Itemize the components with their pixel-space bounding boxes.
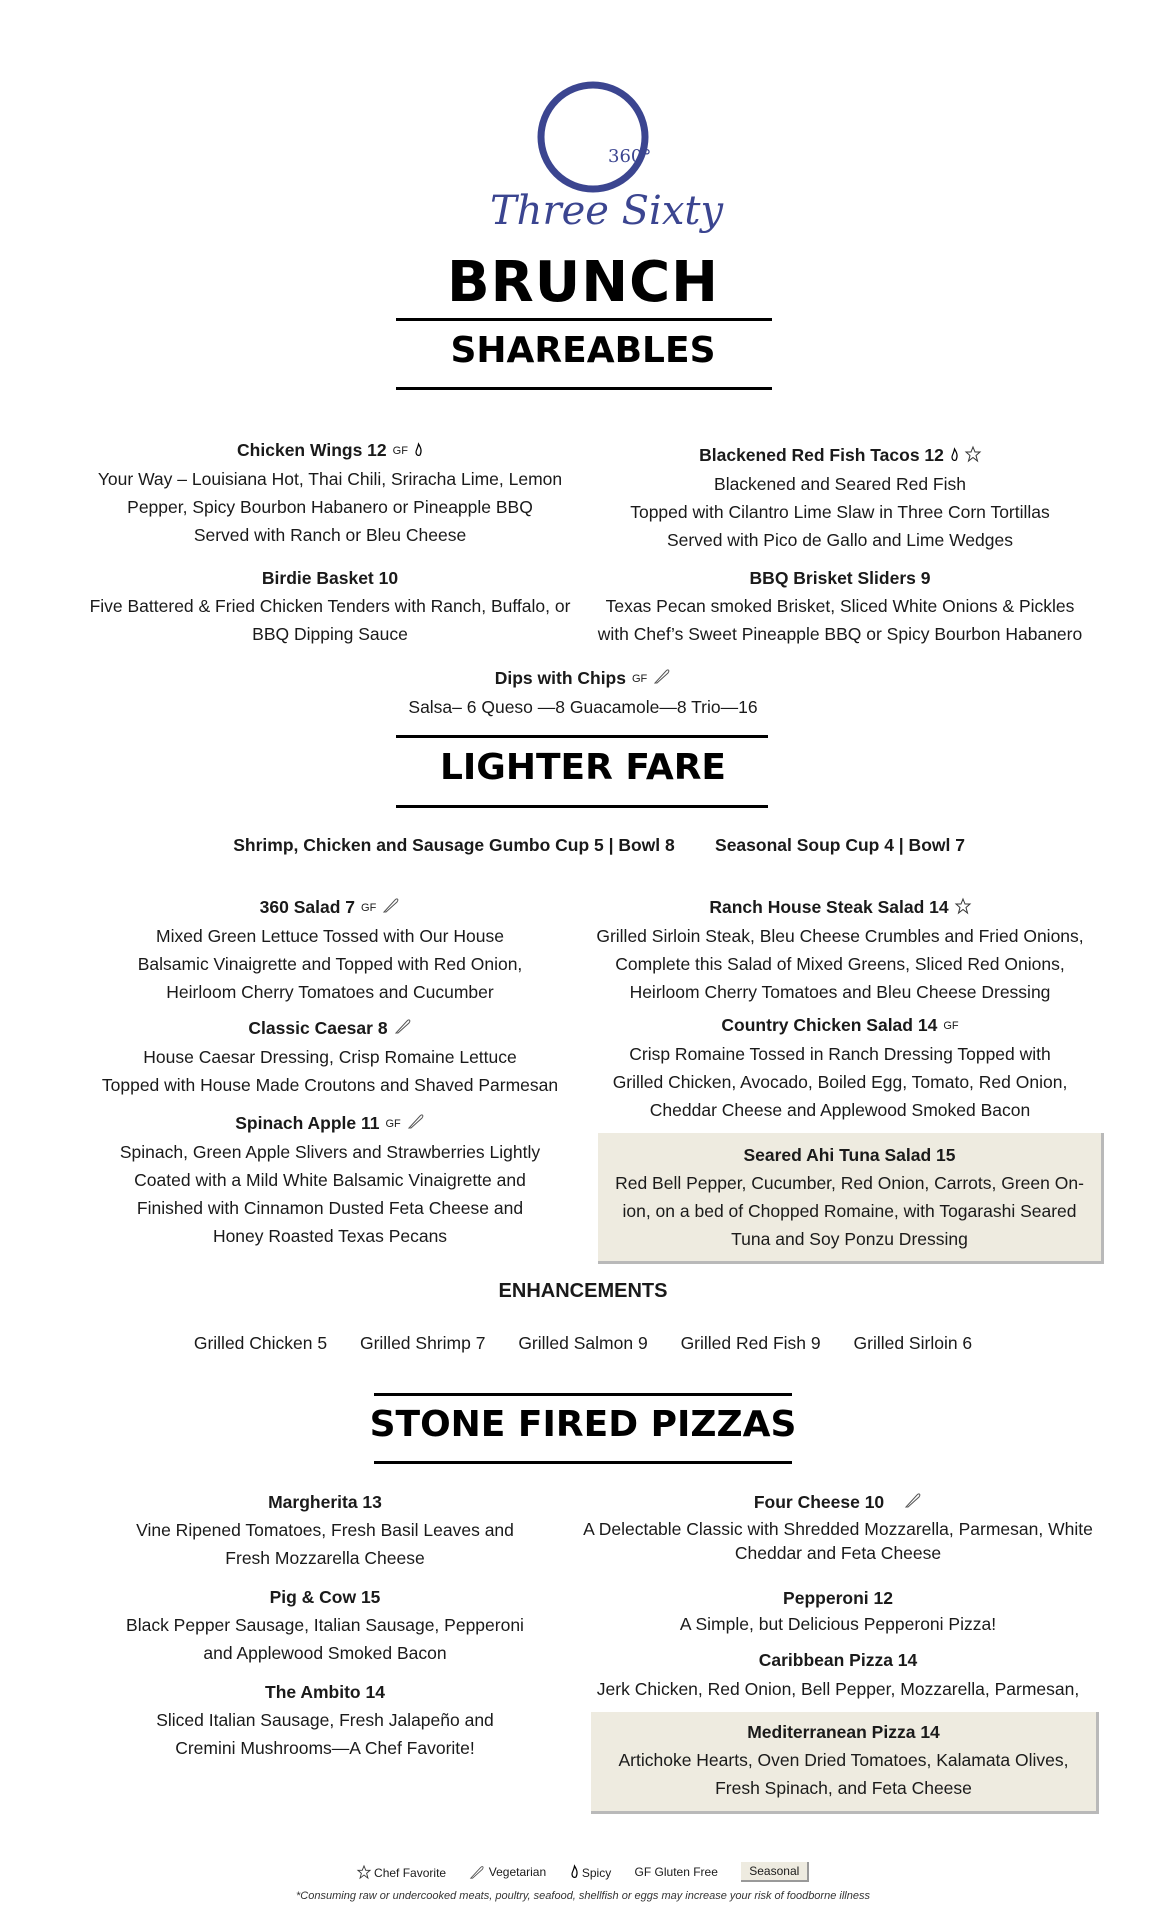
item-name: Four Cheese 10 (753, 1492, 885, 1512)
item-desc-line: Cheddar Cheese and Applewood Smoked Bacon (649, 1100, 1031, 1121)
item-desc-line: and Applewood Smoked Bacon (203, 1643, 447, 1663)
item-desc-line: Texas Pecan smoked Brisket, Sliced White Onions & Pickles (605, 596, 1075, 616)
item-desc-line: Coated with a Mild White Balsamic Vinaigrette and (134, 1170, 526, 1191)
item-name: Dips with Chips (494, 668, 626, 688)
divider (374, 1393, 792, 1396)
star-icon (357, 1865, 371, 1879)
gf-tag: GF (385, 1118, 401, 1131)
gf-tag: GF (392, 445, 408, 458)
menu-item-margherita (75, 1488, 575, 1572)
enhancement-item: Grilled Chicken 5 (193, 1333, 328, 1353)
chef-favorite-star-icon (955, 894, 971, 922)
enhancements-list (0, 1333, 1166, 1354)
gf-tag: GF (943, 1020, 959, 1033)
item-desc-line: Blackened and Seared Red Fish (714, 474, 966, 495)
item-name: Spinach Apple 11 (235, 1113, 380, 1133)
item-desc-line: Heirloom Cherry Tomatoes and Cucumber (166, 982, 494, 1003)
item-desc-line: Five Battered & Fried Chicken Tenders with Ranch, Buffalo, or (89, 596, 571, 616)
item-desc-line: Fresh Spinach, and Feta Cheese (715, 1778, 972, 1798)
item-desc-line: Cremini Mushrooms—A Chef Favorite! (175, 1738, 475, 1758)
legend-spicy: Spicy (570, 1865, 612, 1879)
item-name: Birdie Basket 10 (261, 568, 399, 588)
three-sixty-logo (480, 72, 724, 252)
spicy-icon (950, 442, 959, 470)
legend-chef-favorite: Chef Favorite (357, 1865, 446, 1879)
spicy-icon (414, 437, 423, 465)
menu-item-country-chicken-salad (590, 1011, 1090, 1124)
footnote: *Consuming raw or undercooked meats, poultry, seafood, shellfish or eggs may increase your risk of foodborne illness (296, 1890, 870, 1902)
legend-gluten-free: GF Gluten Free (634, 1865, 718, 1879)
divider (396, 735, 768, 738)
item-desc-line: Cheddar and Feta Cheese (734, 1543, 942, 1564)
menu-item-birdie-basket (80, 564, 580, 648)
vegetarian-icon (904, 1489, 922, 1517)
item-name: 360 Salad 7 (259, 897, 356, 917)
divider (396, 805, 768, 808)
item-name: Country Chicken Salad 14 (721, 1015, 938, 1035)
item-desc-line: Mixed Green Lettuce Tossed with Our House (156, 926, 504, 947)
menu-item-red-fish-tacos (590, 441, 1090, 554)
item-desc-line: Grilled Chicken, Avocado, Boiled Egg, Tomato, Red Onion, (612, 1072, 1068, 1093)
menu-item-ahi-tuna-salad (598, 1141, 1101, 1253)
item-desc-line: with Chef’s Sweet Pineapple BBQ or Spicy Bourbon Habanero (597, 624, 1083, 644)
item-desc-line: Grilled Sirloin Steak, Bleu Cheese Crumbles and Fried Onions, (596, 926, 1084, 947)
item-desc-line: Honey Roasted Texas Pecans (212, 1226, 448, 1247)
seasonal-highlight-box (591, 1712, 1099, 1814)
vegetarian-icon (382, 894, 400, 922)
menu-item-caribbean-pizza (583, 1646, 1093, 1704)
item-name: Blackened Red Fish Tacos 12 (699, 445, 944, 465)
svg-text:Three Sixty: Three Sixty (490, 188, 724, 234)
item-desc-line: Sliced Italian Sausage, Fresh Jalapeño and (156, 1710, 494, 1730)
vegetarian-icon (653, 665, 671, 693)
section-lighter-fare-heading: LIGHTER FARE (439, 747, 727, 788)
menu-item-ranch-steak-salad (590, 893, 1090, 1006)
item-desc-line: A Simple, but Delicious Pepperoni Pizza! (679, 1614, 997, 1634)
page-title: BRUNCH (446, 250, 720, 315)
menu-item-dips-with-chips (333, 664, 833, 721)
enhancements-heading: ENHANCEMENTS (498, 1280, 668, 1302)
item-desc-line: Jerk Chicken, Red Onion, Bell Pepper, Mozzarella, Parmesan, (596, 1679, 1080, 1699)
item-desc-line: Salsa– 6 Queso —8 Guacamole—8 Trio—16 (408, 697, 758, 718)
menu-item-classic-caesar (80, 1014, 580, 1099)
item-name: Mediterranean Pizza 14 (747, 1722, 940, 1742)
item-desc-line: ion, on a bed of Chopped Romaine, with Togarashi Seared (622, 1201, 1077, 1221)
item-desc-line: Tuna and Soy Ponzu Dressing (731, 1229, 968, 1249)
item-name: Caribbean Pizza 14 (758, 1650, 918, 1670)
enhancement-item: Grilled Red Fish 9 (680, 1333, 821, 1353)
legend (0, 1862, 1166, 1882)
gf-tag: GF (631, 673, 648, 686)
menu-item-chicken-wings (80, 436, 580, 549)
item-name: Pig & Cow 15 (269, 1587, 381, 1607)
item-name: Pepperoni 12 (783, 1588, 893, 1608)
menu-item-pepperoni (583, 1584, 1093, 1636)
menu-item-mediterranean-pizza (591, 1718, 1096, 1802)
item-name: Margherita 13 (268, 1492, 382, 1512)
item-desc-line: Pepper, Spicy Bourbon Habanero or Pineapple BBQ (127, 497, 533, 518)
item-desc-line: Served with Ranch or Bleu Cheese (193, 525, 467, 546)
item-desc-line: Topped with House Made Croutons and Shaved Parmesan (101, 1075, 559, 1096)
item-desc-line: Fresh Mozzarella Cheese (225, 1548, 425, 1568)
enhancement-item: Grilled Shrimp 7 (359, 1333, 486, 1353)
item-name: Chicken Wings 12 (237, 440, 387, 460)
seasonal-highlight-box (598, 1133, 1104, 1264)
divider (374, 1461, 792, 1464)
divider (396, 318, 772, 321)
item-name: Classic Caesar 8 (248, 1018, 388, 1038)
item-desc-line: Black Pepper Sausage, Italian Sausage, Pepperoni (126, 1615, 524, 1635)
item-desc-line: Your Way – Louisiana Hot, Thai Chili, Sriracha Lime, Lemon (97, 469, 563, 490)
section-shareables-heading: SHAREABLES (450, 330, 716, 371)
item-name: BBQ Brisket Sliders 9 (749, 568, 931, 588)
item-name: Ranch House Steak Salad 14 (709, 897, 949, 917)
item-desc-line: Balsamic Vinaigrette and Topped with Red Onion, (137, 954, 523, 975)
item-desc-line: Artichoke Hearts, Oven Dried Tomatoes, Kalamata Olives, (618, 1750, 1069, 1770)
vegetarian-icon (394, 1015, 412, 1043)
item-desc-line: A Delectable Classic with Shredded Mozzarella, Parmesan, White (583, 1519, 1093, 1540)
item-desc-line: Spinach, Green Apple Slivers and Strawberries Lightly (119, 1142, 541, 1163)
item-desc-line: Topped with Cilantro Lime Slaw in Three Corn Tortillas (630, 502, 1050, 523)
menu-item-360-salad (80, 893, 580, 1006)
item-desc-line: Red Bell Pepper, Cucumber, Red Onion, Carrots, Green On- (615, 1173, 1084, 1193)
vegetarian-icon (469, 1864, 485, 1880)
item-desc-line: Served with Pico de Gallo and Lime Wedges (667, 530, 1013, 551)
menu-item-spinach-apple (80, 1109, 580, 1250)
legend-vegetarian: Vegetarian (469, 1864, 546, 1878)
menu-item-brisket-sliders (590, 564, 1090, 648)
vegetarian-icon (407, 1110, 425, 1138)
item-desc-line: Heirloom Cherry Tomatoes and Bleu Cheese Dressing (629, 982, 1051, 1003)
seasonal-soup-line: Seasonal Soup Cup 4 | Bowl 7 (715, 835, 965, 855)
item-desc-line: House Caesar Dressing, Crisp Romaine Lettuce (143, 1047, 517, 1068)
gf-tag: GF (361, 902, 377, 915)
chef-favorite-star-icon (965, 442, 981, 470)
divider (396, 387, 772, 390)
gumbo-soup-line: Shrimp, Chicken and Sausage Gumbo Cup 5 | Bowl 8 (233, 835, 675, 855)
menu-item-the-ambito (75, 1678, 575, 1762)
menu-item-pig-and-cow (75, 1583, 575, 1667)
item-desc-line: Vine Ripened Tomatoes, Fresh Basil Leaves and (136, 1520, 514, 1540)
svg-text:360°: 360° (608, 146, 652, 167)
section-pizzas-heading: STONE FIRED PIZZAS (369, 1404, 797, 1445)
item-desc-line: Finished with Cinnamon Dusted Feta Cheese and (136, 1198, 524, 1219)
legend-seasonal: Seasonal (741, 1862, 809, 1882)
item-name: The Ambito 14 (265, 1682, 385, 1702)
item-desc-line: Complete this Salad of Mixed Greens, Sliced Red Onions, (615, 954, 1065, 975)
enhancement-item: Grilled Salmon 9 (518, 1333, 648, 1353)
item-desc-line: Crisp Romaine Tossed in Ranch Dressing Topped with (629, 1044, 1051, 1065)
menu-item-four-cheese (583, 1488, 1093, 1565)
item-desc-line: BBQ Dipping Sauce (252, 624, 408, 644)
spicy-icon (570, 1865, 579, 1879)
item-name: Seared Ahi Tuna Salad 15 (743, 1145, 956, 1165)
enhancement-item: Grilled Sirloin 6 (853, 1333, 973, 1353)
